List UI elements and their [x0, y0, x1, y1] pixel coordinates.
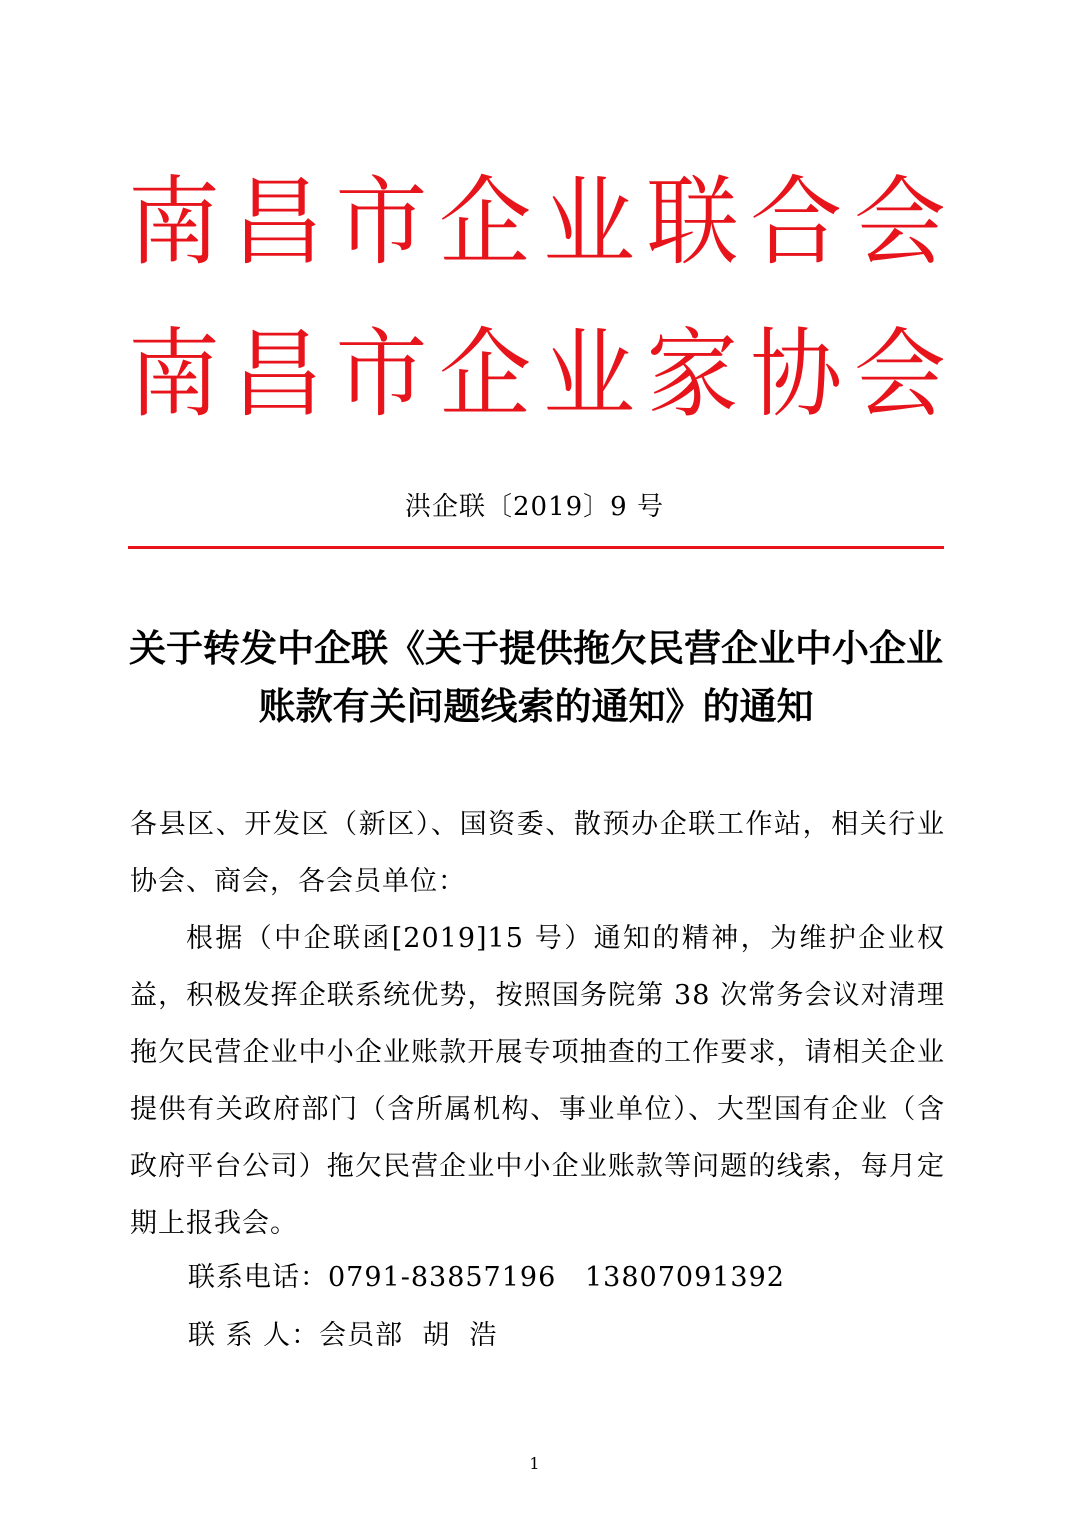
letterhead-char: 业 [542, 166, 635, 279]
letterhead-line-2 [128, 317, 946, 433]
letterhead-char: 企 [439, 318, 532, 431]
letterhead-char: 企 [439, 166, 532, 279]
letterhead-char: 会 [853, 166, 946, 279]
contact-phone: 联系电话：0791-83857196 13807091392 [188, 1262, 785, 1293]
red-divider-line [128, 546, 944, 549]
letterhead-char: 联 [646, 166, 739, 279]
letterhead-char: 家 [646, 318, 739, 431]
document-title: 关于转发中企联《关于提供拖欠民营企业中小企业账款有关问题线索的通知》的通知 [129, 627, 943, 728]
letterhead-char: 业 [542, 318, 635, 431]
letterhead-char: 协 [750, 318, 843, 431]
body-paragraph: 根据（中企联函[2019]15 号）通知的精神，为维护企业权益，积极发挥企联系统优势，按照国务院第 38 次常务会议对清理拖欠民营企业中小企业账款开展专项抽查的工作要求，请相关企业提供有关政府部门（含所属机构、事业单位）、大型国有企业（含政府平台公司）拖欠民营企业中小企业账款等问题的线索，每月定期上报我会。 [130, 923, 945, 1239]
salutation: 各县区、开发区（新区）、国资委、散预办企联工作站，相关行业协会、商会，各会员单位： [130, 809, 945, 897]
letterhead-line-1 [128, 165, 946, 281]
letterhead-char: 市 [335, 318, 428, 431]
letterhead-char: 会 [853, 318, 946, 431]
letterhead-char: 南 [128, 318, 221, 431]
letterhead-char: 南 [128, 166, 221, 279]
contact-person: 联 系 人：会员部 胡 浩 [188, 1320, 498, 1351]
letterhead-char: 市 [335, 166, 428, 279]
letterhead-char: 合 [750, 166, 843, 279]
document-number: 洪企联〔2019〕9 号 [405, 492, 664, 522]
letterhead-char: 昌 [231, 166, 324, 279]
letterhead-char: 昌 [231, 318, 324, 431]
page-number: 1 [529, 1454, 540, 1473]
